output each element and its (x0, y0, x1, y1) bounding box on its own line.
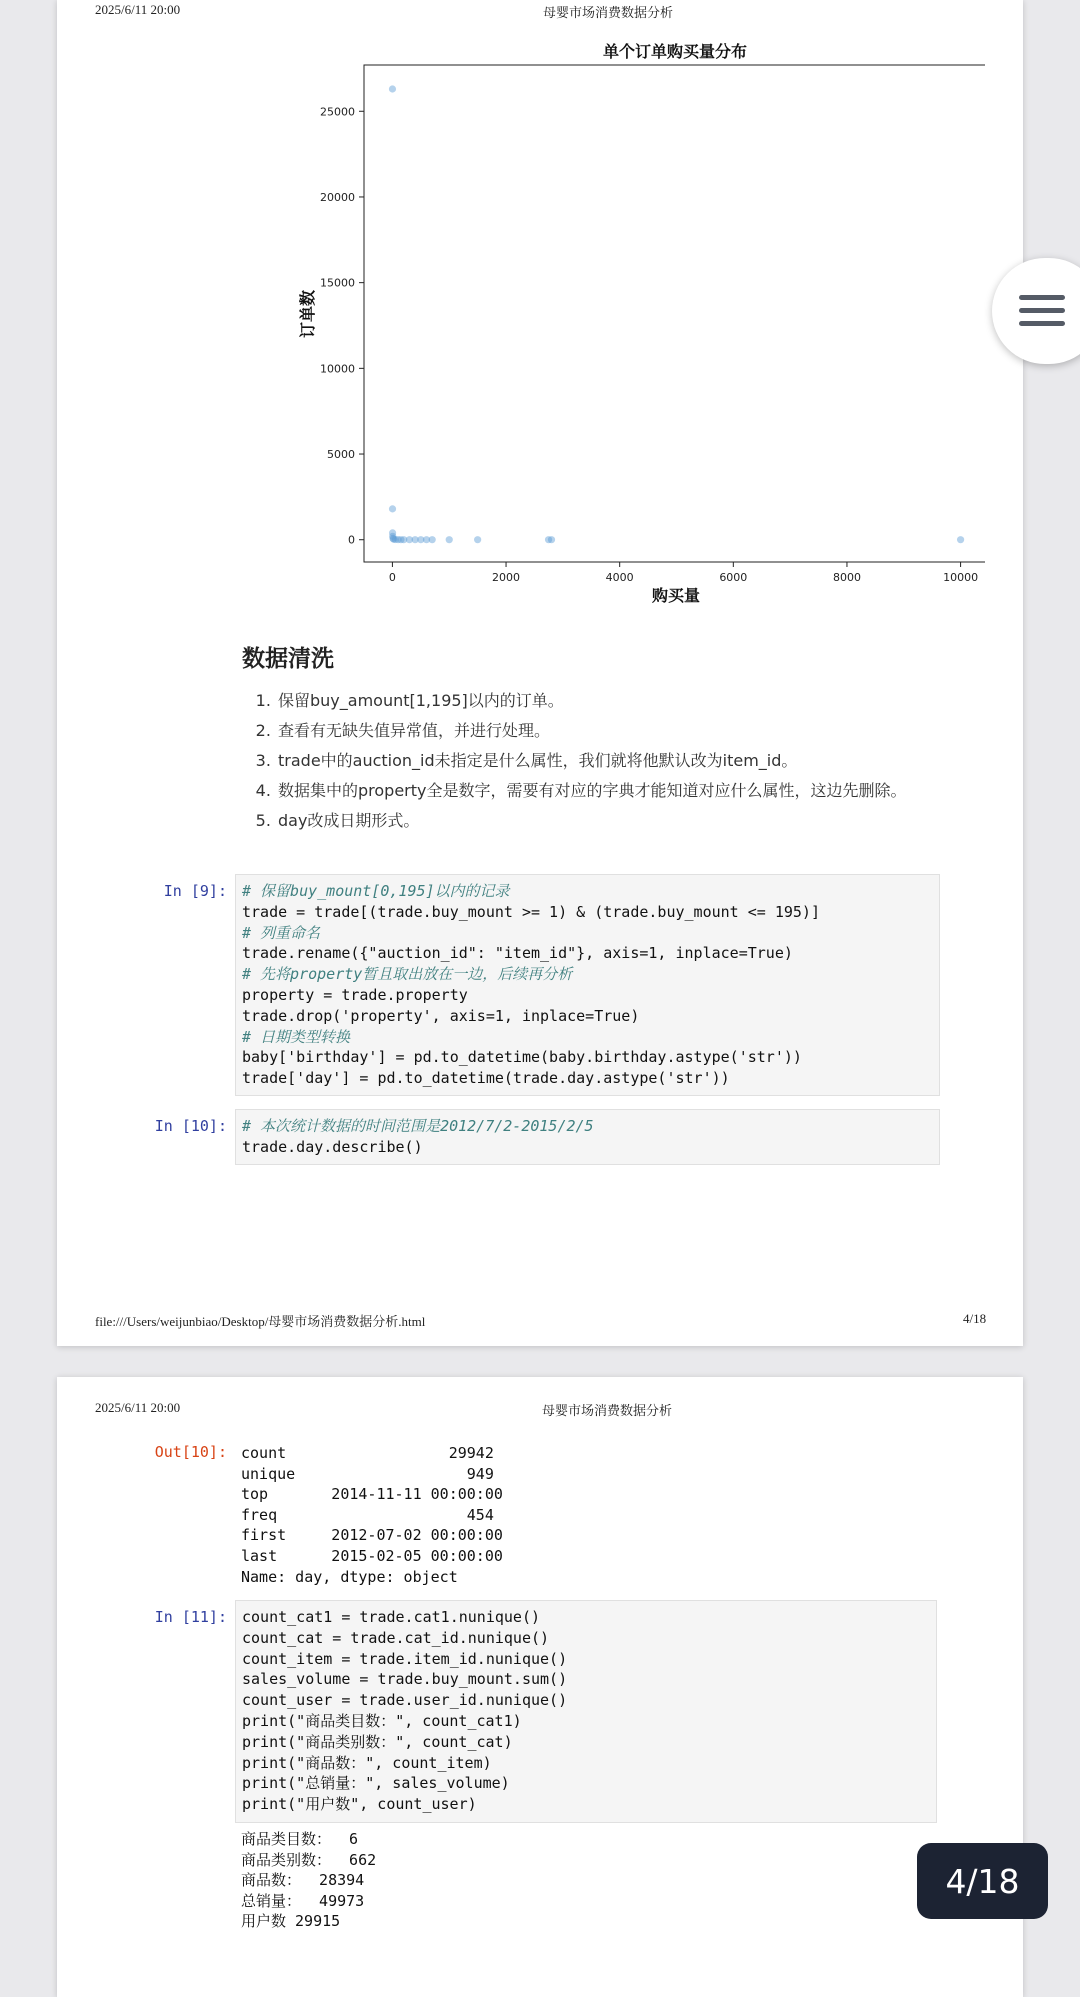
cell-prompt-in11: In [11]: (154, 1608, 227, 1626)
page-header-datetime: 2025/6/11 20:00 (95, 1400, 181, 1415)
y-axis-label: 订单数 (298, 289, 317, 339)
scatter-point (446, 536, 453, 543)
x-tick-label: 8000 (832, 571, 861, 584)
code-line: trade['day'] = pd.to_datetime(trade.day.astype('str')) (242, 1069, 730, 1088)
code-cell-in10 (235, 1109, 940, 1165)
y-tick-label: 20000 (320, 190, 355, 204)
scatter-point (389, 505, 396, 512)
list-item: 3. trade中的auction_id未指定是什么属性，我们就将他默认改为item_id。 (276, 746, 966, 776)
code-line: trade.day.describe() (242, 1137, 423, 1156)
scatter-chart (235, 36, 985, 616)
y-tick-label: 25000 (320, 105, 355, 119)
code-line: print("商品类别数：", count_cat) (242, 1732, 513, 1751)
pdf-page-4 (57, 0, 1023, 1346)
code-line: print("商品类目数：", count_cat1) (242, 1711, 522, 1730)
code-line: trade.drop('property', axis=1, inplace=True) (242, 1006, 640, 1025)
code-line: print("用户数", count_user) (242, 1795, 477, 1814)
cell-prompt-in10: In [10]: (154, 1117, 227, 1135)
output-line: first 2012-07-02 00:00:00 (241, 1526, 503, 1545)
page-footer-number: 4/18 (963, 1311, 987, 1326)
x-tick-label: 10000 (943, 571, 979, 584)
output-line: 用户数 29915 (241, 1912, 341, 1931)
scatter-point (429, 536, 436, 543)
cell-prompt-out10: Out[10]: (154, 1443, 227, 1461)
output-line: 商品类别数： 662 (241, 1850, 377, 1869)
code-line: trade.rename({"auction_id": "item_id"}, axis=1, inplace=True) (242, 944, 793, 963)
output-line: last 2015-02-05 00:00:00 (241, 1546, 503, 1565)
chart-title: 单个订单购买量分布 (602, 42, 748, 61)
x-tick-label: 6000 (719, 571, 748, 584)
y-tick-label: 5000 (327, 448, 355, 462)
page-indicator[interactable]: 4/18 (917, 1843, 1048, 1919)
y-axis (320, 105, 364, 546)
x-axis (389, 562, 978, 584)
menu-bar (1019, 321, 1065, 326)
output-line: Name: day, dtype: object (241, 1567, 458, 1586)
code-line: # 列重命名 (242, 923, 321, 942)
list-item: 4. 数据集中的property全是数字，需要有对应的字典才能知道对应什么属性，这边先删除。 (276, 776, 966, 806)
output-out11 (241, 1829, 376, 1932)
output-out10 (241, 1443, 503, 1587)
page-header-title: 母婴市场消费数据分析 (542, 1403, 673, 1418)
code-line: # 日期类型转换 (242, 1027, 351, 1046)
x-axis-label: 购买量 (651, 586, 701, 605)
code-line: print("总销量：", sales_volume) (242, 1774, 510, 1793)
cleaning-steps-list (242, 686, 966, 836)
scatter-point (389, 85, 396, 92)
x-tick-label: 4000 (605, 571, 634, 584)
code-line: sales_volume = trade.buy_mount.sum() (242, 1670, 568, 1689)
code-line: count_user = trade.user_id.nunique() (242, 1691, 568, 1710)
output-line: 商品类目数： 6 (241, 1830, 359, 1848)
output-line: unique 949 (241, 1464, 494, 1483)
x-tick-label: 2000 (492, 571, 521, 584)
plot-area (364, 65, 985, 562)
section-title: 数据清洗 (242, 646, 334, 672)
output-line: 商品数： 28394 (241, 1871, 365, 1890)
code-line: print("商品数：", count_item) (242, 1753, 492, 1772)
output-line: 总销量： 49973 (241, 1891, 365, 1910)
scatter-point (548, 536, 555, 543)
data-points (389, 85, 964, 543)
code-line: baby['birthday'] = pd.to_datetime(baby.birthday.astype('str')) (242, 1048, 802, 1067)
output-line: freq 454 (241, 1505, 494, 1524)
code-cell-in11 (235, 1600, 937, 1823)
page-header-title: 母婴市场消费数据分析 (543, 5, 674, 20)
pdf-page-5 (57, 1377, 1023, 1997)
list-item: 2. 查看有无缺失值异常值，并进行处理。 (276, 716, 966, 746)
code-line: count_cat = trade.cat_id.nunique() (242, 1628, 550, 1647)
list-item: 5. day改成日期形式。 (276, 806, 966, 836)
code-line: property = trade.property (242, 985, 468, 1004)
y-tick-label: 15000 (320, 276, 355, 290)
page-header-datetime: 2025/6/11 20:00 (95, 2, 181, 17)
cell-prompt-in9: In [9]: (163, 882, 227, 900)
x-tick-label: 0 (388, 571, 396, 584)
scatter-point (474, 536, 481, 543)
page-footer-path: file:///Users/weijunbiao/Desktop/母婴市场消费数据分析.html (95, 1314, 426, 1329)
code-line: count_item = trade.item_id.nunique() (242, 1649, 568, 1668)
code-line: count_cat1 = trade.cat1.nunique() (242, 1608, 541, 1626)
scatter-point (957, 536, 964, 543)
y-tick-label: 0 (348, 533, 355, 547)
list-item: 1. 保留buy_amount[1,195]以内的订单。 (276, 686, 966, 716)
code-line: # 保留buy_mount[0,195]以内的记录 (242, 882, 510, 900)
menu-bar (1019, 295, 1065, 300)
output-line: top 2014-11-11 00:00:00 (241, 1485, 503, 1504)
code-line: trade = trade[(trade.buy_mount >= 1) & (trade.buy_mount <= 195)] (242, 902, 820, 921)
code-line: # 本次统计数据的时间范围是2012/7/2-2015/2/5 (242, 1117, 594, 1135)
output-line: count 29942 (241, 1444, 494, 1462)
y-tick-label: 10000 (320, 362, 355, 376)
code-cell-in9 (235, 874, 940, 1096)
menu-bar (1019, 308, 1065, 313)
code-line: # 先将property暂且取出放在一边，后续再分析 (242, 965, 573, 984)
